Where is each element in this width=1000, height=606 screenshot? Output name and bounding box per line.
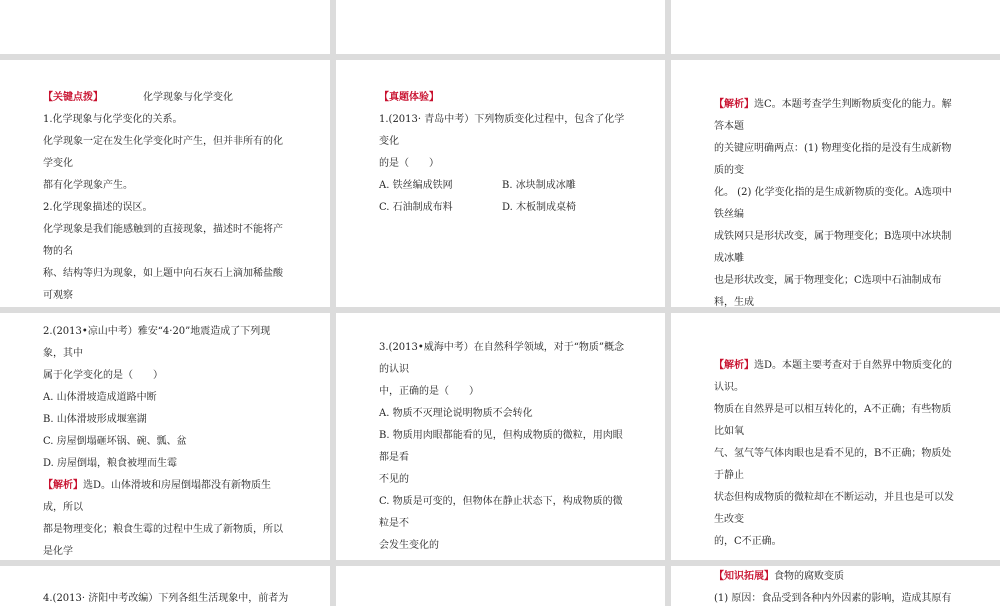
analysis-tag: 【解析】 [714,99,754,110]
slide-question-1 [336,60,665,307]
analysis-line [43,475,290,519]
option-d: D. 房屋倒塌，粮食被埋而生霉 [43,458,178,469]
slide-analysis-1 [671,60,1000,307]
slide-top-middle [336,0,665,54]
slide-top-right [671,0,1000,54]
analysis-line [714,355,960,399]
analysis-line: 成铁网只是形状改变，属于物理变化；B选项中冰块制成冰雕 [714,231,952,264]
option-c-cont: 会发生变化的 [379,540,439,551]
analysis-line: 的关键应明确两点：(1) 物理变化指的是没有生成新物质的变 [714,143,952,176]
real-exam-tag: 【真题体验】 [379,92,439,103]
extension-header [714,566,960,588]
analysis-line: 气、氢气等气体肉眼也是看不见的，B不正确；物质处于静止 [714,448,952,481]
analysis-text: 选D。山体滑坡和房屋倒塌都没有新物质生成，所以 [43,480,272,513]
option-a: A. 物质不灭理论说明物质不会转化 [379,408,533,419]
option-b-cont: 不见的 [379,474,409,485]
slide-analysis-3 [671,313,1000,560]
analysis-text: 选C。本题考查学生判断物质变化的能力。解答本题 [714,99,952,132]
analysis-line: 化。 (2) 化学变化指的是生成新物质的变化。A选项中铁丝编 [714,187,952,220]
options-row [379,197,625,219]
key-points-title: 化学现象与化学变化 [143,92,233,103]
analysis-line [714,94,960,138]
option-b: B. 物质用肉眼都能看的见，但构成物质的微粒，用肉眼都是看 [379,430,623,463]
text-line: 都有化学现象产生。 [43,180,133,191]
analysis-line: 都是物理变化；粮食生霉的过程中生成了新物质，所以是化学 [43,524,283,557]
text-line: 称、结构等归为现象，如上题中向石灰石上滴加稀盐酸可观察 [43,268,283,301]
option-c: C. 物质是可变的，但物体在静止状态下，构成物质的微粒是不 [379,496,623,529]
slide-question-4 [0,566,330,606]
analysis-line: 的，C不正确。 [714,536,782,547]
extension-line: (1) 原因：食品受到各种内外因素的影响，造成其原有 [714,593,952,604]
slide-question-3 [336,313,665,560]
slide-question-2 [0,313,330,560]
analysis-tag: 【解析】 [714,360,754,371]
option-b: B. 山体滑坡形成堰塞湖 [43,414,147,425]
slide-bottom-middle [336,566,665,606]
question-text: 2.(2013•凉山中考）雅安“4·20”地震造成了下列现象，其中 [43,326,271,359]
text-line: 2.化学现象描述的误区。 [43,202,153,213]
option-d [379,557,625,560]
analysis-line: 状态但构成物质的微粒却在不断运动，并且也是可以发生改变 [714,492,954,525]
slide-top-left [0,0,330,54]
analysis-text: 选D。本题主要考查对于自然界中物质变化的认识。 [714,360,953,393]
option-c: C. 石油制成布料 [379,202,453,213]
key-points-tag: 【关键点拨】 [43,92,103,103]
option-d: D. 木板制成桌椅 [502,202,577,213]
question-text: 4.(2013· 济阳中考改编）下列各组生活现象中，前者为 [43,593,289,604]
question-text: 属于化学变化的是（ ） [43,370,163,381]
question-text: 1.(2013· 青岛中考）下列物质变化过程中，包含了化学变化 [379,114,625,147]
question-text: 的是（ ） [379,158,439,169]
slide-key-points [0,60,330,307]
options-row [379,175,625,197]
extension-tag: 【知识拓展】 [714,571,774,582]
question-text: 中，正确的是（ ） [379,386,479,397]
analysis-line: 物质在自然界是可以相互转化的，A不正确；有些物质比如氧 [714,404,952,437]
text-line: 化学现象是我们能感触到的直接现象，描述时不能将产物的名 [43,224,283,257]
option-a: A. 山体滑坡造成道路中断 [43,392,157,403]
option-a: A. 铁丝编成铁网 [379,180,453,191]
text-line: 化学现象一定在发生化学变化时产生，但并非所有的化学变化 [43,136,283,169]
slide-knowledge-extension [671,566,1000,606]
option-c: C. 房屋倒塌砸坏锅、碗、瓢、盆 [43,436,187,447]
question-text: 3.(2013•威海中考）在自然科学领域，对于“物质”概念的认识 [379,342,625,375]
text-line: 1.化学现象与化学变化的关系。 [43,114,183,125]
option-b: B. 冰块制成冰雕 [502,180,576,191]
analysis-line: 也是形状改变，属于物理变化；C选项中石油制成布料，生成 [714,275,942,307]
extension-title: 食物的腐败变质 [774,571,844,582]
analysis-tag: 【解析】 [43,480,83,491]
key-points-header [43,87,290,109]
